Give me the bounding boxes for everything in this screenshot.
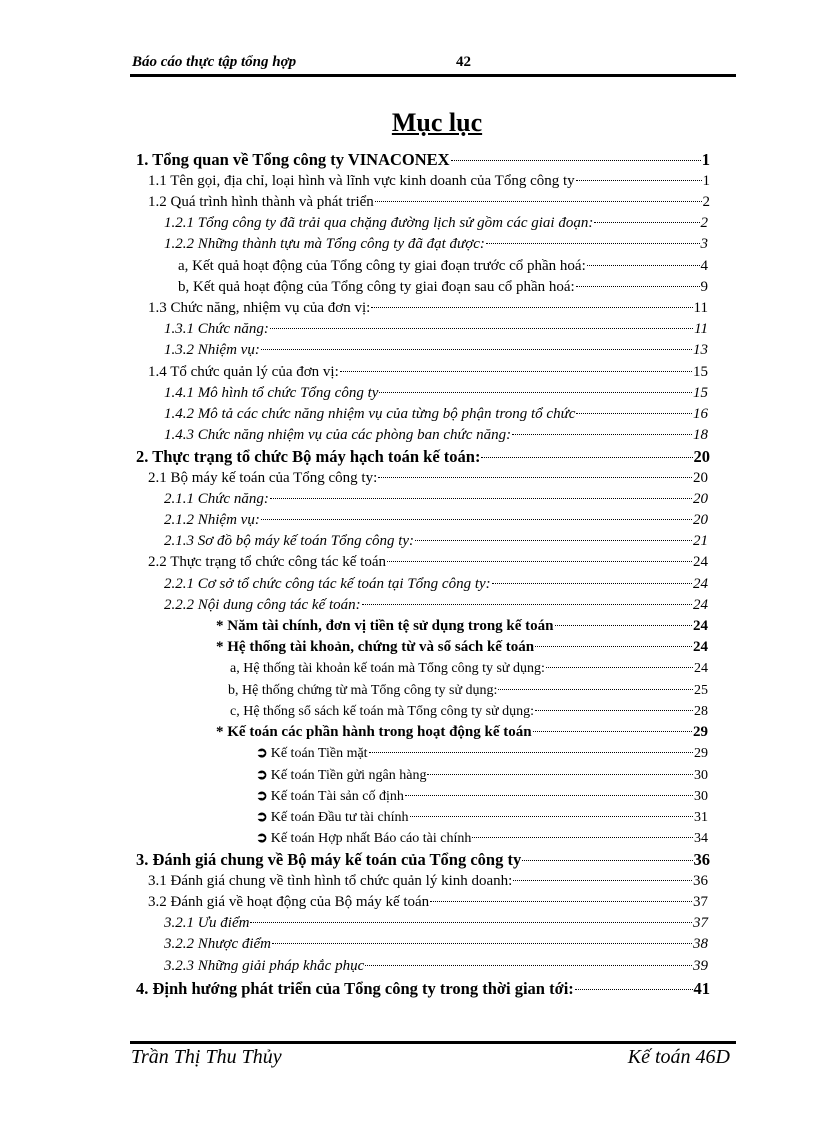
toc-entry[interactable]: 2. Thực trạng tổ chức Bộ máy hạch toán kế toán: 20	[136, 447, 710, 466]
toc-entry[interactable]: 1.2.2 Những thành tựu mà Tổng công ty đã đạt được: 3	[164, 236, 708, 252]
toc-entry[interactable]: 2.2 Thực trạng tổ chức công tác kế toán 24	[148, 554, 708, 570]
toc-entry[interactable]: ➲ Kế toán Hợp nhất Báo cáo tài chính 34	[256, 828, 708, 849]
header-title: Báo cáo thực tập tổng hợp	[132, 54, 297, 70]
arrow-circle-right-icon: ➲	[256, 810, 268, 825]
footer-author: Trần Thị Thu Thủy	[131, 1046, 282, 1068]
toc-entry[interactable]: b, Kết quả hoạt động của Tổng công ty giai đoạn sau cổ phần hoá: 9	[178, 279, 708, 295]
toc-entry[interactable]: 1.3 Chức năng, nhiệm vụ của đơn vị: 11	[148, 300, 708, 316]
toc-entry[interactable]: 1.4.3 Chức năng nhiệm vụ của các phòng ban chức năng: 18	[164, 427, 708, 443]
toc-entry[interactable]: 1.3.2 Nhiệm vụ: 13	[164, 342, 708, 358]
toc-entry[interactable]: ➲ Kế toán Tài sản cố định 30	[256, 786, 708, 807]
toc-entry[interactable]: 1.4.2 Mô tả các chức năng nhiệm vụ của từng bộ phận trong tổ chức 16	[164, 406, 708, 422]
toc-entry[interactable]: * Hệ thống tài khoản, chứng từ và sổ sách kế toán 24	[216, 639, 708, 655]
toc-entry[interactable]: * Kế toán các phần hành trong hoạt động kế toán 29	[216, 724, 708, 740]
toc-entry[interactable]: 1.2 Quá trình hình thành và phát triển 2	[148, 194, 710, 210]
toc-entry[interactable]: 2.2.1 Cơ sở tổ chức công tác kế toán tại Tổng công ty: 24	[164, 576, 708, 592]
arrow-circle-right-icon: ➲	[256, 831, 268, 846]
toc-entry[interactable]: 2.1.2 Nhiệm vụ: 20	[164, 512, 708, 528]
header-page-number: 42	[456, 54, 471, 70]
toc-entry[interactable]: 1.4.1 Mô hình tổ chức Tổng công ty 15	[164, 385, 708, 401]
toc-entry[interactable]: 1. Tổng quan về Tổng công ty VINACONEX 1	[136, 150, 710, 169]
toc-entry[interactable]: 2.1 Bộ máy kế toán của Tổng công ty: 20	[148, 470, 708, 486]
header-rule	[130, 74, 736, 77]
toc-entry[interactable]: 1.1 Tên gọi, địa chỉ, loại hình và lĩnh vực kinh doanh của Tổng công ty 1	[148, 173, 710, 189]
toc-entry[interactable]: b, Hệ thống chứng từ mà Tổng công ty sử dụng: 25	[228, 683, 708, 698]
toc-entry[interactable]: 3.2 Đánh giá về hoạt động của Bộ máy kế toán 37	[148, 894, 708, 910]
toc-entry[interactable]: ➲ Kế toán Tiền gửi ngân hàng 30	[256, 765, 708, 786]
toc-entry[interactable]: c, Hệ thống sổ sách kế toán mà Tổng công ty sử dụng: 28	[230, 704, 708, 719]
toc-entry[interactable]: ➲ Kế toán Tiền mặt 29	[256, 743, 708, 764]
toc-entry[interactable]: a, Kết quả hoạt động của Tổng công ty giai đoạn trước cổ phần hoá: 4	[178, 258, 708, 274]
toc-entry[interactable]: * Năm tài chính, đơn vị tiền tệ sử dụng trong kế toán 24	[216, 618, 708, 634]
toc-title: Mục lục	[391, 108, 483, 137]
toc-entry[interactable]: a, Hệ thống tài khoản kế toán mà Tổng công ty sử dụng: 24	[230, 661, 708, 676]
toc-entry[interactable]: 1.3.1 Chức năng: 11	[164, 321, 708, 337]
arrow-circle-right-icon: ➲	[256, 789, 268, 804]
toc-entry[interactable]: 2.1.3 Sơ đồ bộ máy kế toán Tổng công ty: 21	[164, 533, 708, 549]
toc-entry[interactable]: 3.2.2 Nhược điểm 38	[164, 936, 708, 952]
footer-class: Kế toán 46D	[627, 1046, 730, 1068]
toc-entry[interactable]: 3.2.3 Những giải pháp khắc phục 39	[164, 958, 708, 974]
toc-entry[interactable]: 1.2.1 Tổng công ty đã trải qua chặng đường lịch sử gồm các giai đoạn: 2	[164, 215, 708, 231]
toc-entry[interactable]: 2.1.1 Chức năng: 20	[164, 491, 708, 507]
page-header	[130, 54, 736, 76]
toc-entry[interactable]: 3. Đánh giá chung về Bộ máy kế toán của Tổng công ty 36	[136, 850, 710, 869]
toc-entry[interactable]: 4. Định hướng phát triển của Tổng công ty trong thời gian tới: 41	[136, 979, 710, 998]
footer-rule	[130, 1041, 736, 1044]
arrow-circle-right-icon: ➲	[256, 768, 268, 783]
arrow-circle-right-icon: ➲	[256, 746, 268, 761]
toc-entry[interactable]: 3.1 Đánh giá chung về tình hình tổ chức quản lý kinh doanh: 36	[148, 873, 708, 889]
toc-entry[interactable]: ➲ Kế toán Đầu tư tài chính 31	[256, 807, 708, 828]
toc-entry[interactable]: 2.2.2 Nội dung công tác kế toán: 24	[164, 597, 708, 613]
toc-entry[interactable]: 1.4 Tổ chức quản lý của đơn vị: 15	[148, 364, 708, 380]
toc-entry[interactable]: 3.2.1 Ưu điểm 37	[164, 915, 708, 931]
